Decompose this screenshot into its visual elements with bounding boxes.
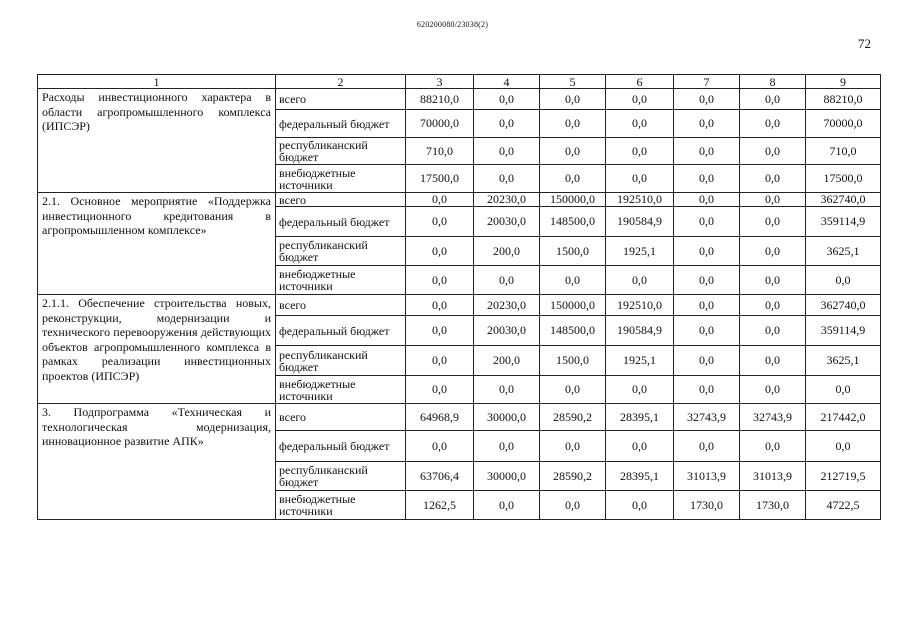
- value-cell: 0,0: [406, 376, 474, 404]
- value-cell: 28395,1: [606, 462, 674, 491]
- value-cell: 0,0: [474, 138, 540, 165]
- table-row: [38, 89, 881, 110]
- value-cell: 0,0: [540, 89, 606, 110]
- value-cell: 0,0: [406, 237, 474, 266]
- value-cell: 0,0: [674, 346, 740, 376]
- column-header: 6: [606, 75, 674, 89]
- value-cell: 200,0: [474, 237, 540, 266]
- value-cell: 30000,0: [474, 462, 540, 491]
- value-cell: 17500,0: [406, 165, 474, 193]
- value-cell: 0,0: [674, 193, 740, 207]
- value-cell: 0,0: [606, 491, 674, 520]
- value-cell: 0,0: [740, 165, 806, 193]
- table-body: [38, 89, 881, 520]
- value-cell: 0,0: [540, 110, 606, 138]
- value-cell: 28590,2: [540, 462, 606, 491]
- value-cell: 64968,9: [406, 404, 474, 431]
- value-cell: 0,0: [406, 266, 474, 295]
- value-cell: 0,0: [606, 110, 674, 138]
- value-cell: 362740,0: [806, 193, 881, 207]
- value-cell: 32743,9: [674, 404, 740, 431]
- value-cell: 88210,0: [806, 89, 881, 110]
- column-header: 2: [276, 75, 406, 89]
- value-cell: 28395,1: [606, 404, 674, 431]
- value-cell: 0,0: [406, 193, 474, 207]
- value-cell: 0,0: [606, 376, 674, 404]
- value-cell: 0,0: [740, 431, 806, 462]
- value-cell: 0,0: [674, 207, 740, 237]
- value-cell: 359114,9: [806, 207, 881, 237]
- value-cell: 0,0: [474, 165, 540, 193]
- funding-source: всего: [276, 295, 406, 316]
- value-cell: 20230,0: [474, 295, 540, 316]
- table-row: [38, 295, 881, 316]
- value-cell: 30000,0: [474, 404, 540, 431]
- value-cell: 0,0: [540, 376, 606, 404]
- value-cell: 200,0: [474, 346, 540, 376]
- value-cell: 0,0: [674, 266, 740, 295]
- value-cell: 190584,9: [606, 316, 674, 346]
- value-cell: 0,0: [740, 376, 806, 404]
- page-number: 72: [858, 36, 871, 51]
- program-item-name: 3. Подпрограмма «Техническая и технологическая модернизация, инновационное развитие АПК»: [38, 404, 276, 520]
- value-cell: 0,0: [740, 295, 806, 316]
- value-cell: 0,0: [740, 207, 806, 237]
- column-header: 1: [38, 75, 276, 89]
- value-cell: 0,0: [406, 316, 474, 346]
- value-cell: 1925,1: [606, 346, 674, 376]
- value-cell: 0,0: [740, 193, 806, 207]
- value-cell: 192510,0: [606, 193, 674, 207]
- value-cell: 0,0: [474, 491, 540, 520]
- value-cell: 0,0: [674, 165, 740, 193]
- value-cell: 148500,0: [540, 207, 606, 237]
- value-cell: 31013,9: [740, 462, 806, 491]
- funding-source: республиканский бюджет: [276, 462, 406, 491]
- value-cell: 359114,9: [806, 316, 881, 346]
- funding-source: внебюджетные источники: [276, 491, 406, 520]
- value-cell: 0,0: [474, 376, 540, 404]
- value-cell: 190584,9: [606, 207, 674, 237]
- funding-source: всего: [276, 404, 406, 431]
- value-cell: 63706,4: [406, 462, 474, 491]
- value-cell: 20030,0: [474, 316, 540, 346]
- value-cell: 1730,0: [740, 491, 806, 520]
- value-cell: 0,0: [740, 138, 806, 165]
- value-cell: 148500,0: [540, 316, 606, 346]
- funding-source: федеральный бюджет: [276, 110, 406, 138]
- value-cell: 0,0: [674, 237, 740, 266]
- value-cell: 0,0: [740, 89, 806, 110]
- value-cell: 0,0: [806, 431, 881, 462]
- funding-source: федеральный бюджет: [276, 316, 406, 346]
- column-header: 3: [406, 75, 474, 89]
- value-cell: 0,0: [674, 316, 740, 346]
- value-cell: 710,0: [406, 138, 474, 165]
- value-cell: 0,0: [540, 165, 606, 193]
- value-cell: 1925,1: [606, 237, 674, 266]
- value-cell: 0,0: [806, 376, 881, 404]
- column-header: 5: [540, 75, 606, 89]
- value-cell: 150000,0: [540, 295, 606, 316]
- value-cell: 0,0: [674, 89, 740, 110]
- value-cell: 0,0: [406, 346, 474, 376]
- table-row: [38, 193, 881, 207]
- value-cell: 0,0: [406, 295, 474, 316]
- value-cell: 3625,1: [806, 346, 881, 376]
- value-cell: 0,0: [474, 110, 540, 138]
- program-item-name: Расходы инвестиционного характера в области агропромышленного комплекса (ИПСЭР): [38, 89, 276, 193]
- funding-source: внебюджетные источники: [276, 266, 406, 295]
- funding-source: всего: [276, 89, 406, 110]
- value-cell: 17500,0: [806, 165, 881, 193]
- value-cell: 70000,0: [406, 110, 474, 138]
- value-cell: 0,0: [674, 138, 740, 165]
- value-cell: 0,0: [540, 138, 606, 165]
- value-cell: 0,0: [740, 110, 806, 138]
- value-cell: 20230,0: [474, 193, 540, 207]
- value-cell: 0,0: [606, 266, 674, 295]
- value-cell: 0,0: [674, 295, 740, 316]
- value-cell: 150000,0: [540, 193, 606, 207]
- value-cell: 0,0: [406, 207, 474, 237]
- value-cell: 0,0: [606, 431, 674, 462]
- funding-source: внебюджетные источники: [276, 376, 406, 404]
- funding-source: республиканский бюджет: [276, 237, 406, 266]
- value-cell: 4722,5: [806, 491, 881, 520]
- value-cell: 0,0: [674, 431, 740, 462]
- value-cell: 0,0: [406, 431, 474, 462]
- program-item-name: 2.1.1. Обеспечение строительства новых, реконструкции, модернизации и технического перевооружения действующих объектов агропромышленного комплекса в рамках реализации инвестиционных проектов (ИПСЭР): [38, 295, 276, 404]
- column-header: 4: [474, 75, 540, 89]
- value-cell: 0,0: [606, 89, 674, 110]
- value-cell: 0,0: [740, 316, 806, 346]
- value-cell: 0,0: [806, 266, 881, 295]
- value-cell: 0,0: [674, 376, 740, 404]
- column-header: 7: [674, 75, 740, 89]
- value-cell: 1262,5: [406, 491, 474, 520]
- funding-source: федеральный бюджет: [276, 207, 406, 237]
- value-cell: 0,0: [606, 165, 674, 193]
- table-header-row: [38, 75, 881, 89]
- value-cell: 362740,0: [806, 295, 881, 316]
- value-cell: 28590,2: [540, 404, 606, 431]
- table-row: [38, 404, 881, 431]
- value-cell: 0,0: [606, 138, 674, 165]
- value-cell: 0,0: [740, 237, 806, 266]
- column-header: 9: [806, 75, 881, 89]
- value-cell: 0,0: [474, 89, 540, 110]
- value-cell: 1500,0: [540, 346, 606, 376]
- value-cell: 0,0: [740, 266, 806, 295]
- value-cell: 0,0: [674, 110, 740, 138]
- value-cell: 20030,0: [474, 207, 540, 237]
- value-cell: 1730,0: [674, 491, 740, 520]
- column-header: 8: [740, 75, 806, 89]
- funding-source: республиканский бюджет: [276, 346, 406, 376]
- value-cell: 0,0: [474, 431, 540, 462]
- value-cell: 0,0: [740, 346, 806, 376]
- value-cell: 0,0: [540, 266, 606, 295]
- value-cell: 0,0: [540, 491, 606, 520]
- funding-source: республиканский бюджет: [276, 138, 406, 165]
- funding-source: всего: [276, 193, 406, 207]
- value-cell: 710,0: [806, 138, 881, 165]
- document-id: 620200080/23038(2): [416, 20, 489, 29]
- value-cell: 0,0: [474, 266, 540, 295]
- value-cell: 217442,0: [806, 404, 881, 431]
- program-item-name: 2.1. Основное мероприятие «Поддержка инвестиционного кредитования в агропромышленном комплексе»: [38, 193, 276, 295]
- budget-table: [37, 74, 881, 520]
- value-cell: 0,0: [540, 431, 606, 462]
- funding-source: федеральный бюджет: [276, 431, 406, 462]
- value-cell: 3625,1: [806, 237, 881, 266]
- value-cell: 212719,5: [806, 462, 881, 491]
- value-cell: 192510,0: [606, 295, 674, 316]
- value-cell: 88210,0: [406, 89, 474, 110]
- value-cell: 1500,0: [540, 237, 606, 266]
- value-cell: 70000,0: [806, 110, 881, 138]
- funding-source: внебюджетные источники: [276, 165, 406, 193]
- value-cell: 31013,9: [674, 462, 740, 491]
- value-cell: 32743,9: [740, 404, 806, 431]
